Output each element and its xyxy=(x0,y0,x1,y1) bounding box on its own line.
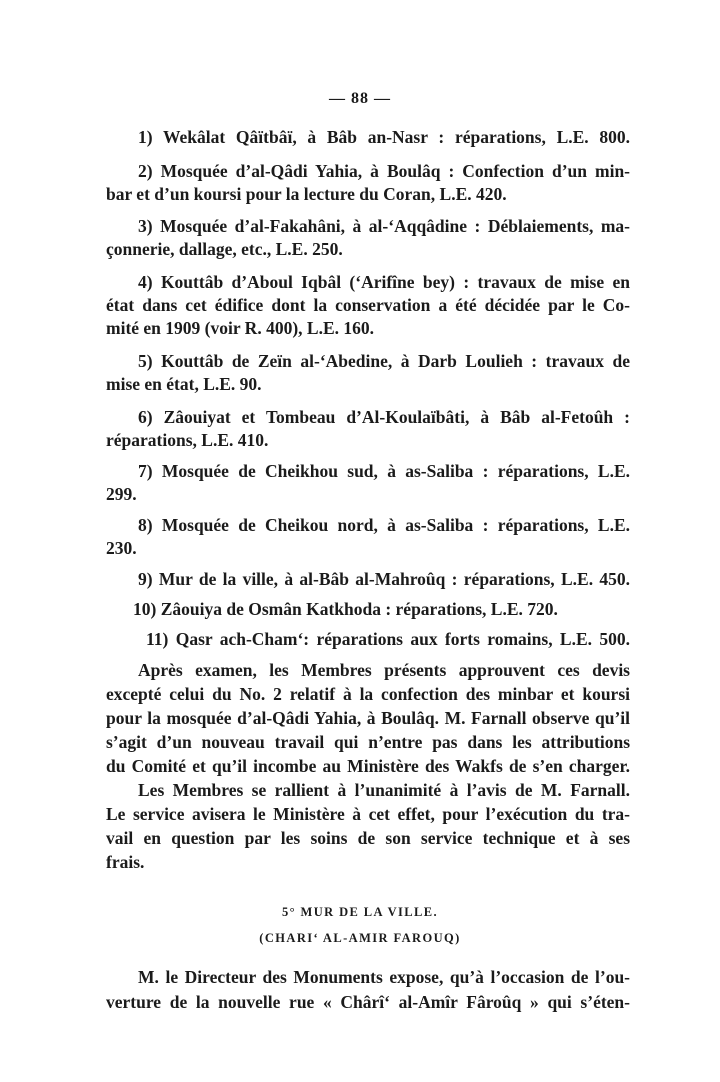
item-7-line-2: 299. xyxy=(106,484,137,504)
item-8-line-2: 230. xyxy=(106,538,137,558)
paragraph-2-line-3: vail en question par les soins de son service technique et à ses xyxy=(106,828,630,848)
item-11-line-1: 11) Qasr ach-Cham‘: réparations aux forts romains, L.E. 500. xyxy=(146,629,630,649)
paragraph-1-line-4: s’agit d’un nouveau travail qui n’entre pas dans les attributions xyxy=(106,732,630,752)
item-2-line-2: bar et d’un koursi pour la lecture du Coran, L.E. 420. xyxy=(106,184,507,204)
item-7-line-1: 7) Mosquée de Cheikhou sud, à as-Saliba : réparations, L.E. xyxy=(138,461,630,481)
item-9-line-1: 9) Mur de la ville, à al-Bâb al-Mahroûq : réparations, L.E. 450. xyxy=(138,569,630,589)
item-4-line-2: état dans cet édifice dont la conservation a été décidée par le Co- xyxy=(106,295,630,315)
item-10-line-1: 10) Zâouiya de Osmân Katkhoda : réparations, L.E. 720. xyxy=(133,599,558,619)
paragraph-1-line-5: du Comité et qu’il incombe au Ministère des Wakfs de s’en charger. xyxy=(106,756,630,776)
page-number: — 88 — xyxy=(329,90,391,107)
section-title: 5° MUR DE LA VILLE. xyxy=(281,905,439,919)
paragraph-2-line-2: Le service avisera le Ministère à cet effet, pour l’exécution du tra- xyxy=(106,804,630,824)
section-subtitle: (CHARI‘ AL-AMIR FAROUQ) xyxy=(259,931,461,945)
item-6-line-2: réparations, L.E. 410. xyxy=(106,430,269,450)
paragraph-1-line-2: excepté celui du No. 2 relatif à la confection des minbar et koursi xyxy=(106,684,630,704)
item-4-line-1: 4) Kouttâb d’Aboul Iqbâl (‘Arifîne bey) : travaux de mise en xyxy=(138,272,630,292)
paragraph-2-line-4: frais. xyxy=(106,852,145,872)
item-5-line-2: mise en état, L.E. 90. xyxy=(106,374,262,394)
paragraph-2-line-1: Les Membres se rallient à l’unanimité à l’avis de M. Farnall. xyxy=(138,780,630,800)
item-2-line-1: 2) Mosquée d’al-Qâdi Yahia, à Boulâq : Confection d’un min- xyxy=(138,161,630,181)
item-3-line-2: çonnerie, dallage, etc., L.E. 250. xyxy=(106,239,343,259)
item-6-line-1: 6) Zâouiyat et Tombeau d’Al-Koulaïbâti, à Bâb al-Fetoûh : xyxy=(138,407,630,427)
item-4-line-3: mité en 1909 (voir R. 400), L.E. 160. xyxy=(106,318,374,338)
item-3-line-1: 3) Mosquée d’al-Fakahâni, à al-‘Aqqâdine : Déblaiements, ma- xyxy=(138,216,630,236)
closing-line-2: verture de la nouvelle rue « Chârî‘ al-Amîr Fâroûq » qui s’éten- xyxy=(106,992,630,1012)
item-1-line-1: 1) Wekâlat Qâïtbâï, à Bâb an-Nasr : réparations, L.E. 800. xyxy=(138,127,630,147)
item-8-line-1: 8) Mosquée de Cheikou nord, à as-Saliba : réparations, L.E. xyxy=(138,515,630,535)
paragraph-1-line-3: pour la mosquée d’al-Qâdi Yahia, à Boulâq. M. Farnall observe qu’il xyxy=(106,708,630,728)
paragraph-1-line-1: Après examen, les Membres présents approuvent ces devis xyxy=(138,660,630,680)
closing-line-1: M. le Directeur des Monuments expose, qu’à l’occasion de l’ou- xyxy=(138,967,630,987)
item-5-line-1: 5) Kouttâb de Zeïn al-‘Abedine, à Darb Loulieh : travaux de xyxy=(138,351,630,371)
